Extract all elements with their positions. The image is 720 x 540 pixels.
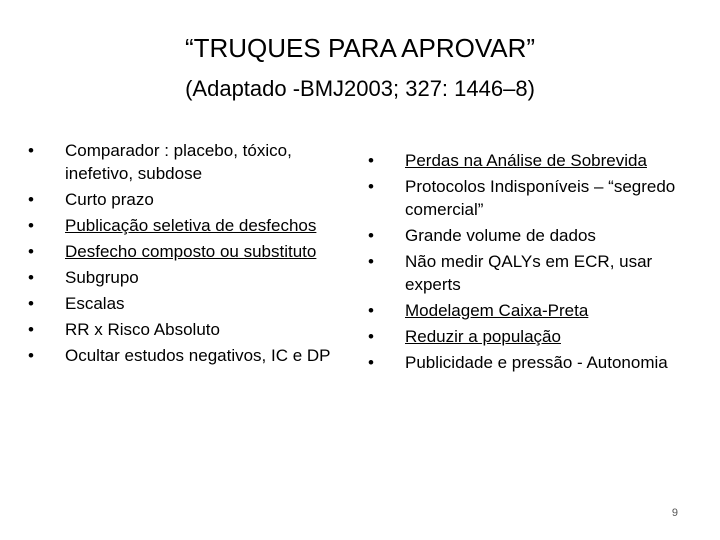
bullet-item xyxy=(28,240,346,263)
right-bullet-list xyxy=(368,149,698,377)
bullet-item xyxy=(368,325,698,348)
bullet-icon: • xyxy=(28,216,34,235)
bullet-text: Publicidade e pressão - Autonomia xyxy=(405,353,668,372)
bullet-text: Protocolos Indisponíveis – “segredo comercial” xyxy=(405,177,676,219)
bullet-item xyxy=(28,188,346,211)
bullet-icon: • xyxy=(368,353,374,372)
bullet-text: Desfecho composto ou substituto xyxy=(65,242,317,261)
bullet-icon: • xyxy=(28,242,34,261)
bullet-icon: • xyxy=(368,151,374,170)
bullet-text: RR x Risco Absoluto xyxy=(65,320,220,339)
bullet-text: Publicação seletiva de desfechos xyxy=(65,216,317,235)
bullet-item xyxy=(28,344,346,367)
bullet-item xyxy=(368,250,698,296)
bullet-item xyxy=(28,139,346,185)
bullet-text: Ocultar estudos negativos, IC e DP xyxy=(65,346,331,365)
bullet-icon: • xyxy=(28,141,34,160)
bullet-item xyxy=(28,318,346,341)
bullet-item xyxy=(368,175,698,221)
left-bullet-list xyxy=(28,139,346,370)
bullet-item xyxy=(28,266,346,289)
bullet-icon: • xyxy=(28,346,34,365)
bullet-text: Perdas na Análise de Sobrevida xyxy=(405,151,647,170)
bullet-icon: • xyxy=(28,268,34,287)
page-number: 9 xyxy=(671,507,678,519)
bullet-text: Modelagem Caixa-Preta xyxy=(405,301,589,320)
bullet-item xyxy=(28,292,346,315)
bullet-item xyxy=(368,149,698,172)
bullet-icon: • xyxy=(368,327,374,346)
bullet-icon: • xyxy=(368,177,374,196)
bullet-item xyxy=(368,224,698,247)
bullet-text: Escalas xyxy=(65,294,125,313)
bullet-icon: • xyxy=(28,294,34,313)
bullet-icon: • xyxy=(28,190,34,209)
bullet-item xyxy=(368,351,698,374)
bullet-text: Não medir QALYs em ECR, usar experts xyxy=(405,252,653,294)
bullet-text: Comparador : placebo, tóxico, inefetivo, subdose xyxy=(65,141,292,183)
slide-subtitle: (Adaptado -BMJ2003; 327: 1446–8) xyxy=(185,76,535,101)
bullet-text: Curto prazo xyxy=(65,190,154,209)
bullet-icon: • xyxy=(368,226,374,245)
slide-title: “TRUQUES PARA APROVAR” xyxy=(184,33,536,63)
bullet-item xyxy=(28,214,346,237)
bullet-icon: • xyxy=(368,252,374,271)
bullet-icon: • xyxy=(368,301,374,320)
bullet-item xyxy=(368,299,698,322)
bullet-text: Reduzir a população xyxy=(405,327,561,346)
bullet-text: Grande volume de dados xyxy=(405,226,596,245)
bullet-icon: • xyxy=(28,320,34,339)
bullet-text: Subgrupo xyxy=(65,268,139,287)
